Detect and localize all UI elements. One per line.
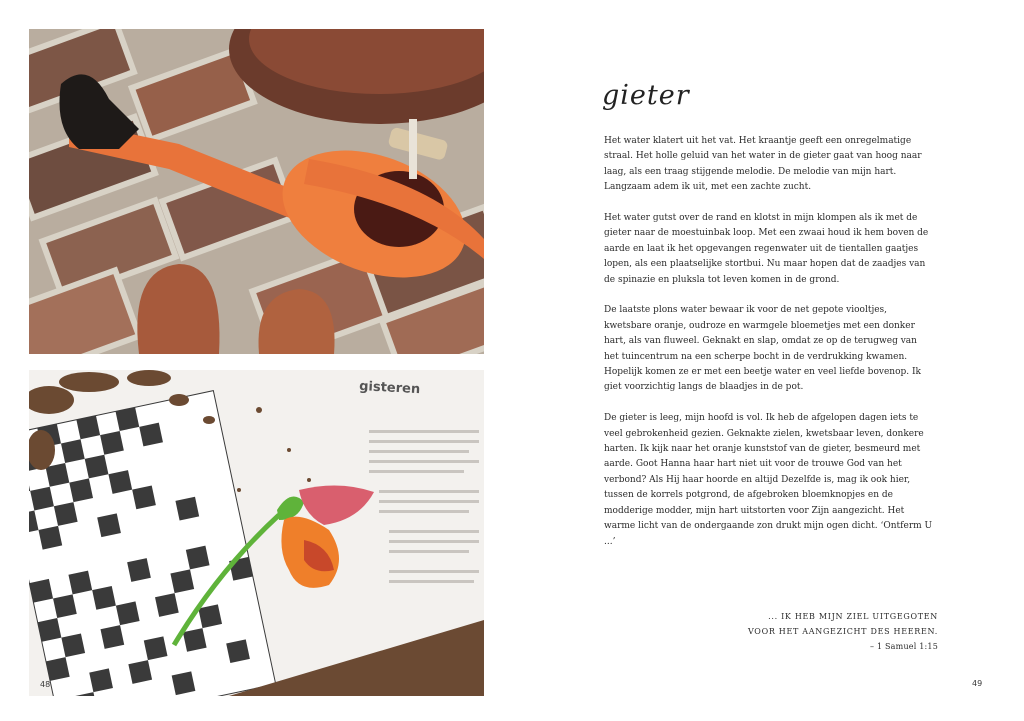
watering-can-photo xyxy=(29,29,484,354)
paragraph: De laatste plons water bewaar ik voor de net gepote viooltjes, kwetsbare oranje, oudroze en warmgele bloemetjes met een donker hart, als van fluweel. Geknakt en slap, omdat ze op de terugweg van het tuincentrum na een scherpe bocht in de verdrukking kwamen. Hopelijk komen ze er met een beetje water en veel liefde bovenop. Ik giet voorzichtig langs de blaadjes in de pot. xyxy=(604,305,921,393)
flower-crossword-photo xyxy=(29,370,484,696)
quote-line-1: ... IK HEB MIJN ZIEL UITGEGOTEN xyxy=(768,612,938,621)
paragraph: Het water gutst over de rand en klotst in mijn klompen als ik met de gieter naar de moestuinbak loop. Met een zwaai houd ik hem boven de aarde en laat ik het opgevangen regenwater uit de tientallen gaatjes lopen, als een plaatselijke stortbui. Nu maar hopen dat de zaadjes van de spinazie en pluksla tot leven komen in de grond. xyxy=(604,213,929,285)
paragraph: Het water klatert uit het vat. Het kraantje geeft een onregelmatige straal. Het holle geluid van het water in de gieter gaat van hoog naar laag, als een traag stijgende melodie. De melodie van mijn hart. Langzaam adem ik uit, met een zachte zucht. xyxy=(604,136,922,193)
body-text xyxy=(604,134,934,565)
page-number-right: 49 xyxy=(972,679,983,688)
quote-line-2: VOOR HET AANGEZICHT DES HEEREN. xyxy=(747,627,938,636)
flower-crossword-illustration xyxy=(29,370,484,696)
quote-reference: – 1 Samuel 1:15 xyxy=(870,642,938,651)
paragraph: De gieter is leeg, mijn hoofd is vol. Ik heb de afgelopen dagen iets te veel gebrokenheid gezien. Geknakte zielen, kwetsbaar leven, donkere harten. Ik kijk naar het oranje kunststof van de gieter, besmeurd met aarde. Goot Hanna haar hart niet uit voor de trouwe God van het verbond? Als Hij haar hoorde en altijd Dezelfde is, mag ik ook hier, tussen de korrels potgrond, de afgebroken bloemknopjes en de modderige modder, mijn hart uitstorten voor Zijn aangezicht. Het warme licht van de ondergaande zon drukt mijn ogen dicht. ‘Ontferm U ...’ xyxy=(604,413,933,547)
page-number-left: 48 xyxy=(40,680,51,689)
chapter-title: gieter xyxy=(602,80,690,111)
bible-quote xyxy=(700,609,938,654)
watering-can-illustration xyxy=(29,29,484,354)
newspaper-heading: gisteren xyxy=(358,379,421,398)
